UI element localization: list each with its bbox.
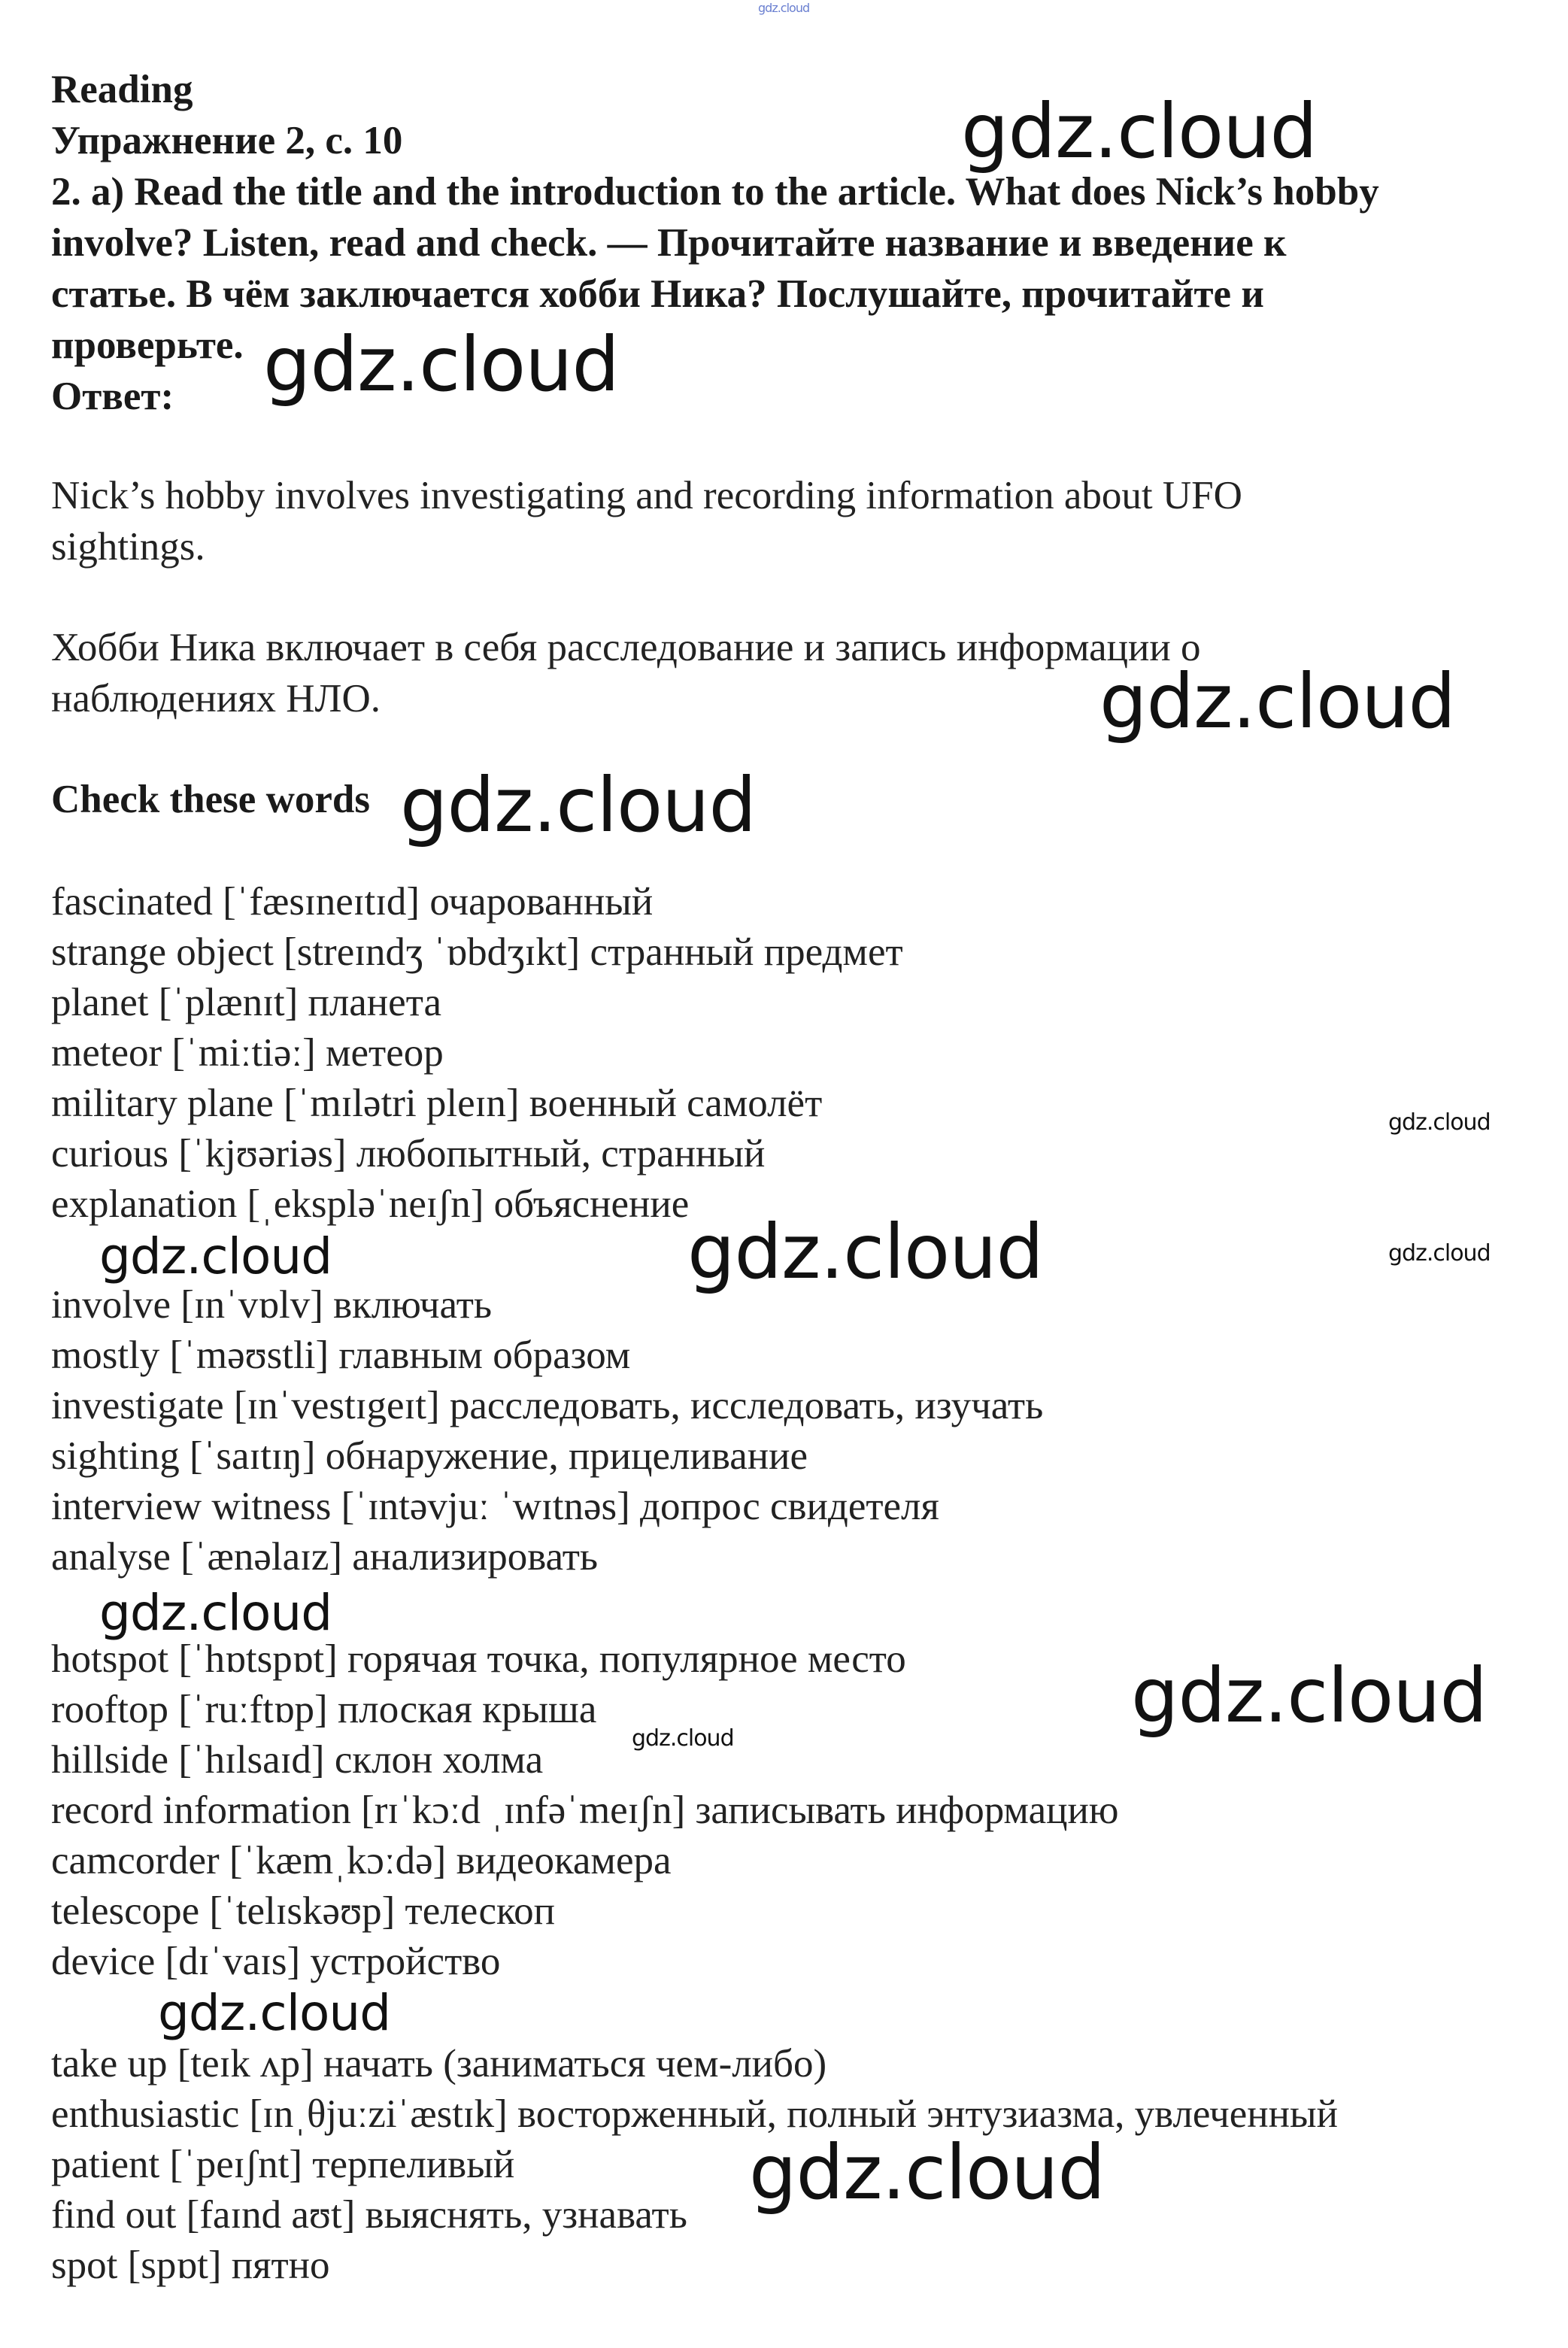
vocab-item: strange object [streɪndʒ ˈɒbdʒɪkt] странный предмет [51, 930, 903, 974]
section-title: Reading [51, 68, 193, 111]
vocab-item: record information [rɪˈkɔːd ˌɪnfəˈmeɪʃn] записывать информацию [51, 1788, 1119, 1832]
vocab-item: hotspot [ˈhɒtspɒt] горячая точка, популярное место [51, 1637, 906, 1681]
watermark: gdz.cloud [1131, 1652, 1488, 1740]
watermark: gdz.cloud [99, 1584, 332, 1642]
watermark: gdz.cloud [749, 2128, 1105, 2216]
vocab-item: sighting [ˈsaɪtɪŋ] обнаружение, прицеливание [51, 1434, 808, 1478]
vocab-item: take up [teɪk ʌp] начать (заниматься чем-либо) [51, 2042, 827, 2086]
vocab-item: meteor [ˈmiːtiəː] метеор [51, 1031, 444, 1075]
watermark: gdz.cloud [687, 1208, 1044, 1296]
vocab-item: enthusiastic [ɪnˌθjuːziˈæstɪk] восторженный, полный энтузиазма, увлеченный [51, 2092, 1339, 2136]
watermark: gdz.cloud [158, 1984, 391, 2042]
watermark: gdz.cloud [1388, 1109, 1491, 1136]
vocab-item: hillside [ˈhɪlsaɪd] склон холма [51, 1738, 544, 1782]
vocab-item: device [dɪˈvaɪs] устройство [51, 1940, 501, 1983]
watermark: gdz.cloud [400, 761, 757, 849]
vocab-item: curious [ˈkjʊəriəs] любопытный, странный [51, 1132, 766, 1176]
vocab-item: fascinated [ˈfæsɪneɪtɪd] очарованный [51, 880, 654, 924]
vocab-item: explanation [ˌekspləˈneɪʃn] объяснение [51, 1182, 690, 1226]
answer-label: Ответ: [51, 375, 174, 418]
watermark: gdz.cloud [632, 1725, 734, 1752]
watermark: gdz.cloud [263, 320, 620, 408]
vocab-item: find out [faɪnd aʊt] выяснять, узнавать [51, 2193, 687, 2237]
vocab-item: investigate [ɪnˈvestɪgeɪt] расследовать, исследовать, изучать [51, 1384, 1044, 1427]
task-line: проверьте. [51, 323, 244, 367]
vocab-item: spot [spɒt] пятно [51, 2243, 330, 2287]
vocab-item: rooftop [ˈruːftɒp] плоская крыша [51, 1688, 597, 1731]
answer-en-line: Nick’s hobby involves investigating and recording information about UFO [51, 474, 1242, 517]
vocab-item: patient [ˈpeɪʃnt] терпеливый [51, 2143, 515, 2186]
vocab-item: involve [ɪnˈvɒlv] включать [51, 1283, 493, 1327]
watermark: gdz.cloud [1388, 1240, 1491, 1267]
watermark: gdz.cloud [961, 87, 1318, 175]
watermark: gdz.cloud [1099, 657, 1456, 745]
answer-ru-line: наблюдениях НЛО. [51, 677, 381, 720]
watermark: gdz.cloud [99, 1227, 332, 1285]
answer-en-line: sightings. [51, 525, 205, 569]
vocabulary-heading: Check these words [51, 778, 370, 821]
vocab-item: military plane [ˈmɪlətri pleɪn] военный самолёт [51, 1081, 823, 1125]
watermark-top: gdz.cloud [758, 1, 810, 15]
task-line: 2. a) Read the title and the introduction to the article. What does Nick’s hobby [51, 170, 1379, 214]
answer-ru-line: Хобби Ника включает в себя расследование и запись информации о [51, 626, 1201, 669]
vocab-item: camcorder [ˈkæmˌkɔːdə] видеокамера [51, 1839, 672, 1882]
vocab-item: mostly [ˈməʊstli] главным образом [51, 1333, 631, 1377]
task-line: involve? Listen, read and check. — Прочитайте название и введение к [51, 221, 1287, 265]
vocab-item: planet [ˈplænɪt] планета [51, 981, 442, 1024]
task-line: статье. В чём заключается хобби Ника? Послушайте, прочитайте и [51, 272, 1264, 316]
vocab-item: analyse [ˈænəlaɪz] анализировать [51, 1535, 599, 1579]
exercise-title: Упражнение 2, с. 10 [51, 119, 403, 162]
vocab-item: interview witness [ˈɪntəvjuː ˈwɪtnəs] допрос свидетеля [51, 1485, 939, 1528]
vocab-item: telescope [ˈtelɪskəʊp] телескоп [51, 1889, 555, 1933]
